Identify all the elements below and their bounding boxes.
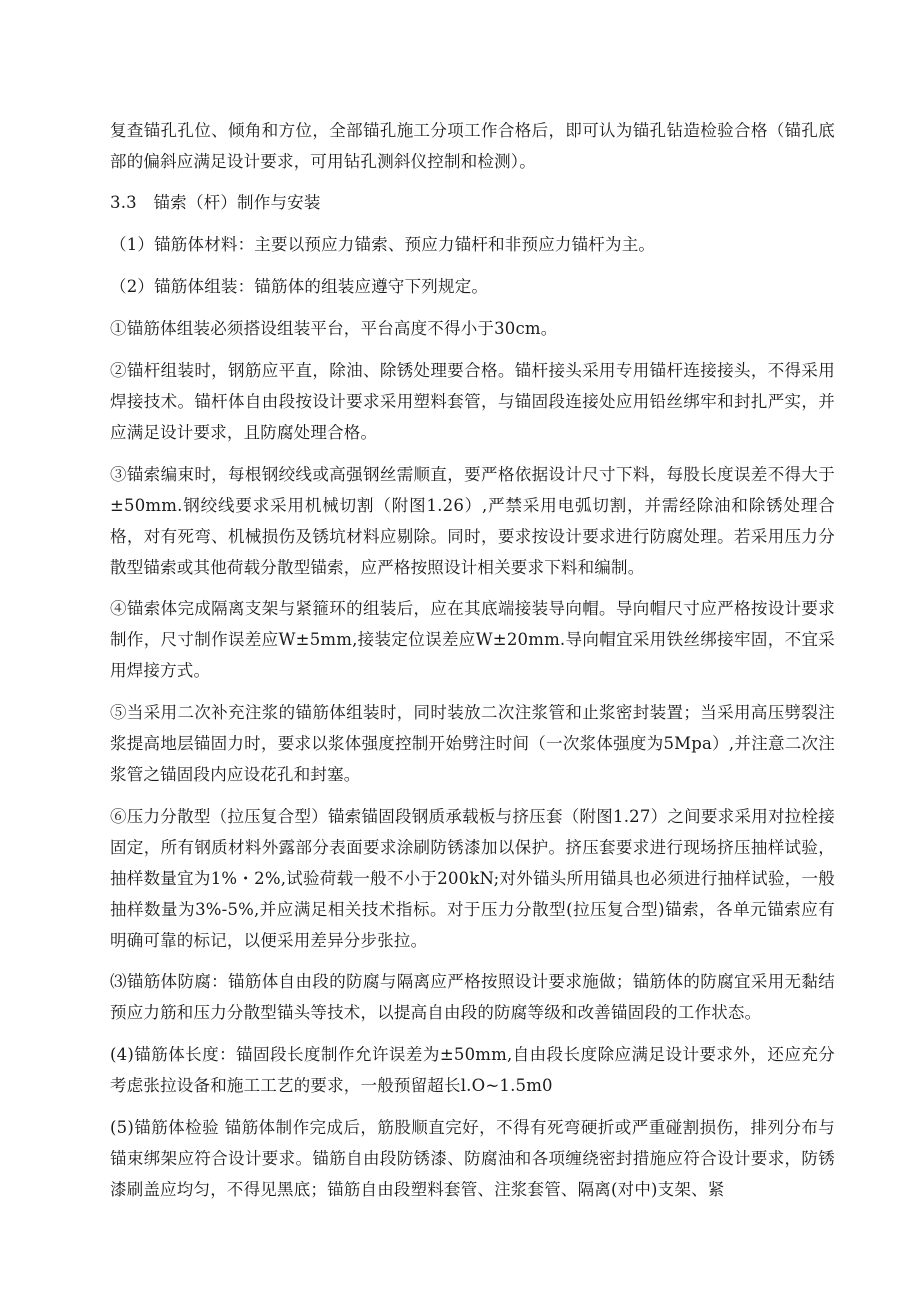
paragraph-anticorrosion: ⑶锚筋体防腐：锚筋体自由段的防腐与隔离应严格按照设计要求施做；锚筋体的防腐宜采用无黏结预应力筋和压力分散型锚头等技术，以提高自由段的防腐等级和改善锚固段的工作状态。 (110, 972, 835, 1022)
list-item-2: ②锚杆组装时，钢筋应平直，除油、除锈处理要合格。锚杆接头采用专用锚杆连接接头，不得采用焊接技术。锚杆体自由段按设计要求采用塑料套管，与锚固段连接处应用铅丝绑牢和封扎严实，并应满足设计要求，且防腐处理合格。 (110, 361, 835, 442)
paragraph-inspection: (5)锚筋体检验 锚筋体制作完成后，筋股顺直完好，不得有死弯硬折或严重碰割损伤，排列分布与锚束绑架应符合设计要求。锚筋自由段防锈漆、防腐油和各项缠绕密封措施应符合设计要求，防锈漆刷盖应均匀，不得见黑底；锚筋自由段塑料套管、注浆套管、隔离(对中)支架、紧 (110, 1118, 835, 1199)
list-item-5: ⑤当采用二次补充注浆的锚筋体组装时，同时装放二次注浆管和止浆密封装置；当采用高压劈裂注浆提高地层锚固力时，要求以浆体强度控制开始劈注时间（一次浆体强度为5Mpa）,并注意二次注浆管之锚固段内应设花孔和封塞。 (110, 703, 835, 784)
paragraph-borehole-inspection: 复查锚孔孔位、倾角和方位，全部锚孔施工分项工作合格后，即可认为锚孔钻造检验合格（锚孔底部的偏斜应满足设计要求，可用钻孔测斜仪控制和检测）。 (110, 121, 835, 171)
paragraph-length: (4)锚筋体长度：锚固段长度制作允许误差为±50mm,自由段长度除应满足设计要求外，还应充分考虑张拉设备和施工工艺的要求，一般预留超长l.O~1.5m0 (110, 1045, 835, 1095)
list-item-3: ③锚索编束时，每根钢绞线或高强钢丝需顺直，要严格依据设计尺寸下料，每股长度误差不得大于±50mm.钢绞线要求采用机械切割（附图1.26）,严禁采用电弧切割，并需经除油和除锈处理合格，对有死弯、机械损伤及锈坑材料应剔除。同时，要求按设计要求进行防腐处理。若采用压力分散型锚索或其他荷载分散型锚索，应严格按照设计相关要求下料和编制。 (110, 465, 835, 577)
list-item-4: ④锚索体完成隔离支架与紧箍环的组装后，应在其底端接装导向帽。导向帽尺寸应严格按设计要求制作，尺寸制作误差应W±5mm,接装定位误差应W±20mm.导向帽宜采用铁丝绑接牢固，不宜采用焊接方式。 (110, 599, 835, 680)
list-item-1: ①锚筋体组装必须搭设组装平台，平台高度不得小于30cm。 (110, 319, 558, 338)
section-heading-3-3: 3.3 锚索（杆）制作与安装 (110, 193, 321, 212)
list-item-6: ⑥压力分散型（拉压复合型）锚索锚固段钢质承载板与挤压套（附图1.27）之间要求采用对拉栓接固定，所有钢质材料外露部分表面要求涂刷防锈漆加以保护。挤压套要求进行现场挤压抽样试验，抽样数量宜为1%・2%,试验荷载一般不小于200kN;对外锚头所用锚具也必须进行抽样试验，一般抽样数量为3%-5%,并应满足相关技术指标。对于压力分散型(拉压复合型)锚索，各单元锚索应有明确可靠的标记，以便采用差异分步张拉。 (110, 807, 835, 950)
paragraph-anchor-assembly: （2）锚筋体组装：锚筋体的组装应遵守下列规定。 (110, 277, 489, 296)
paragraph-anchor-material: （1）锚筋体材料：主要以预应力锚索、预应力锚杆和非预应力锚杆为主。 (110, 235, 656, 254)
